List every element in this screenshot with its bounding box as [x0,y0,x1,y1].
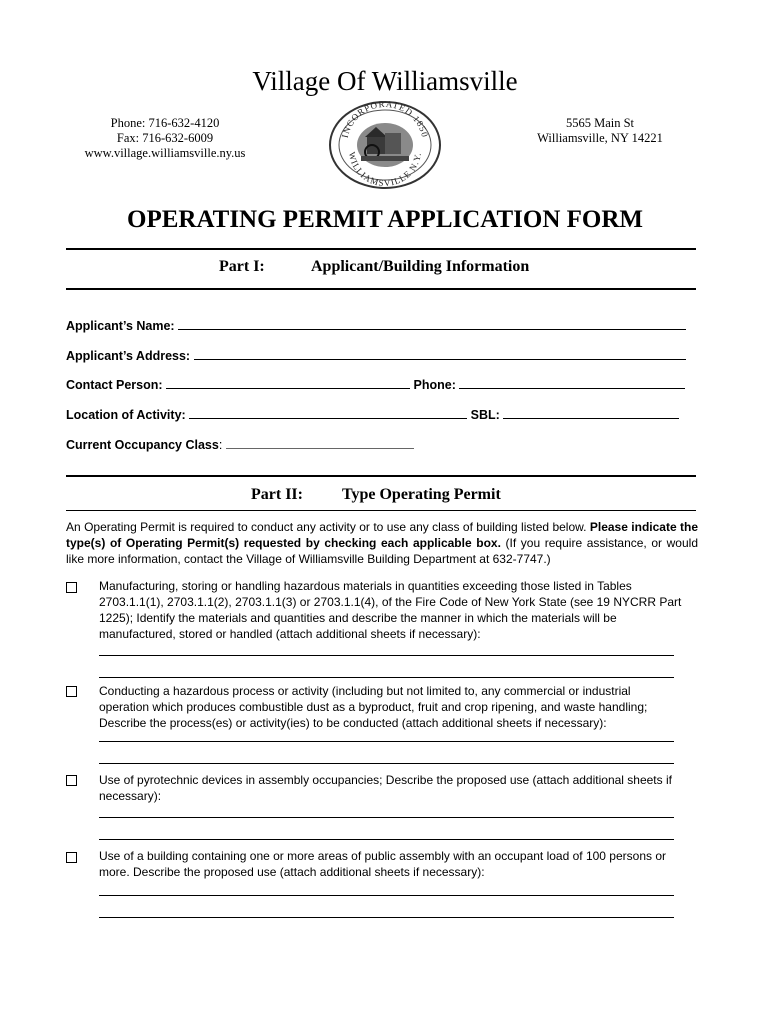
applicant-name-label: Applicant’s Name: [66,319,175,333]
permit-item-3-text: Use of pyrotechnic devices in assembly occupancies; Describe the proposed use (attach additional sheets if necessary): [99,773,672,803]
permit-item-2-line-2[interactable] [99,763,674,764]
phone-field[interactable] [459,377,685,389]
permit-item-1-line-2[interactable] [99,677,674,678]
applicant-address-row [66,348,686,363]
permit-item-3-line-1[interactable] [99,817,674,818]
website-text: www.village.williamsville.ny.us [84,146,246,160]
contact-block-left [60,116,270,161]
occupancy-colon: : [218,438,223,452]
permit-item-1-text: Manufacturing, storing or handling hazardous materials in quantities exceeding those listed in Tables 2703.1.1(1), 2703.1.1(2), 2703.1.1(3) or 2703.1.1(4), of the Fire Code of New York State (see 19 NYCRR Part 1225); Identify the materials and quantities and describe the manner in which the materials will be manufactured, stored or handled (attach additional sheets if necessary): [99,579,682,641]
sbl-field[interactable] [503,407,679,419]
permit-item-4-text: Use of a building containing one or more areas of public assembly with an occupant load of 100 persons or more. Describe the proposed use (attach additional sheets if necessary): [99,849,667,879]
part2-intro [66,519,698,567]
village-seal-icon [327,100,443,190]
location-row [66,407,679,422]
occupancy-field[interactable] [226,437,414,449]
village-title: Village Of Williamsville [252,66,518,96]
contact-row [66,377,685,392]
part2-label: Part II: [251,486,303,503]
applicant-address-label: Applicant’s Address: [66,349,191,363]
part1-title: Applicant/Building Information [311,258,530,275]
seal-text-bottom: WILLIAMSVILLE N.Y. [346,151,423,189]
intro-text-bold: Please indicate the type(s) of Operating Permit(s) requested by checking each applicable box. [66,520,699,550]
part1-label: Part I: [219,258,265,275]
permit-checkbox-3[interactable] [66,775,77,786]
divider-part1 [66,288,696,290]
permit-item-4-line-2[interactable] [99,917,674,918]
divider-part2-bottom [66,510,696,511]
permit-checkbox-4[interactable] [66,852,77,863]
permit-item-2-line-1[interactable] [99,741,674,742]
intro-text-1: An Operating Permit is required to conduct any activity or to use any class of building listed below. [66,520,590,534]
permit-item-1-line-1[interactable] [99,655,674,656]
phone-text: Phone: 716-632-4120 [110,116,220,130]
occupancy-row [66,437,414,452]
seal-text-top: INCORPORATED 1850 [339,100,431,139]
address-line-2: Williamsville, NY 14221 [537,131,663,145]
location-label: Location of Activity: [66,408,186,422]
sbl-label: SBL: [470,408,500,422]
permit-item-4-line-1[interactable] [99,895,674,896]
permit-checkbox-1[interactable] [66,582,77,593]
contact-person-label: Contact Person: [66,378,163,392]
permit-item-3-line-2[interactable] [99,839,674,840]
address-line-1: 5565 Main St [565,116,635,130]
fax-text: Fax: 716-632-6009 [116,131,214,145]
permit-checkbox-2[interactable] [66,686,77,697]
contact-block-right [500,116,700,146]
part2-title: Type Operating Permit [342,486,501,503]
permit-item-2-text: Conducting a hazardous process or activity (including but not limited to, any commercial or industrial operation which produces combustible dust as a byproduct, fruit and crop ripening, and waste handling; Describe the process(es) or activity(ies) to be conducted (attach additional sheets if necessary): [99,684,648,730]
applicant-address-field[interactable] [194,348,686,360]
form-title: OPERATING PERMIT APPLICATION FORM [127,206,643,233]
phone-label: Phone: [413,378,456,392]
applicant-name-field[interactable] [178,318,686,330]
intro-text-2: (If you require assistance, or would like more information, contact the Village of Williamsville Building Department at 632-7747.) [66,536,698,566]
applicant-name-row [66,318,686,333]
divider-top [66,248,696,250]
occupancy-label: Current Occupancy Class [66,438,219,452]
location-field[interactable] [189,407,467,419]
contact-person-field[interactable] [166,377,410,389]
divider-part2 [66,475,696,477]
